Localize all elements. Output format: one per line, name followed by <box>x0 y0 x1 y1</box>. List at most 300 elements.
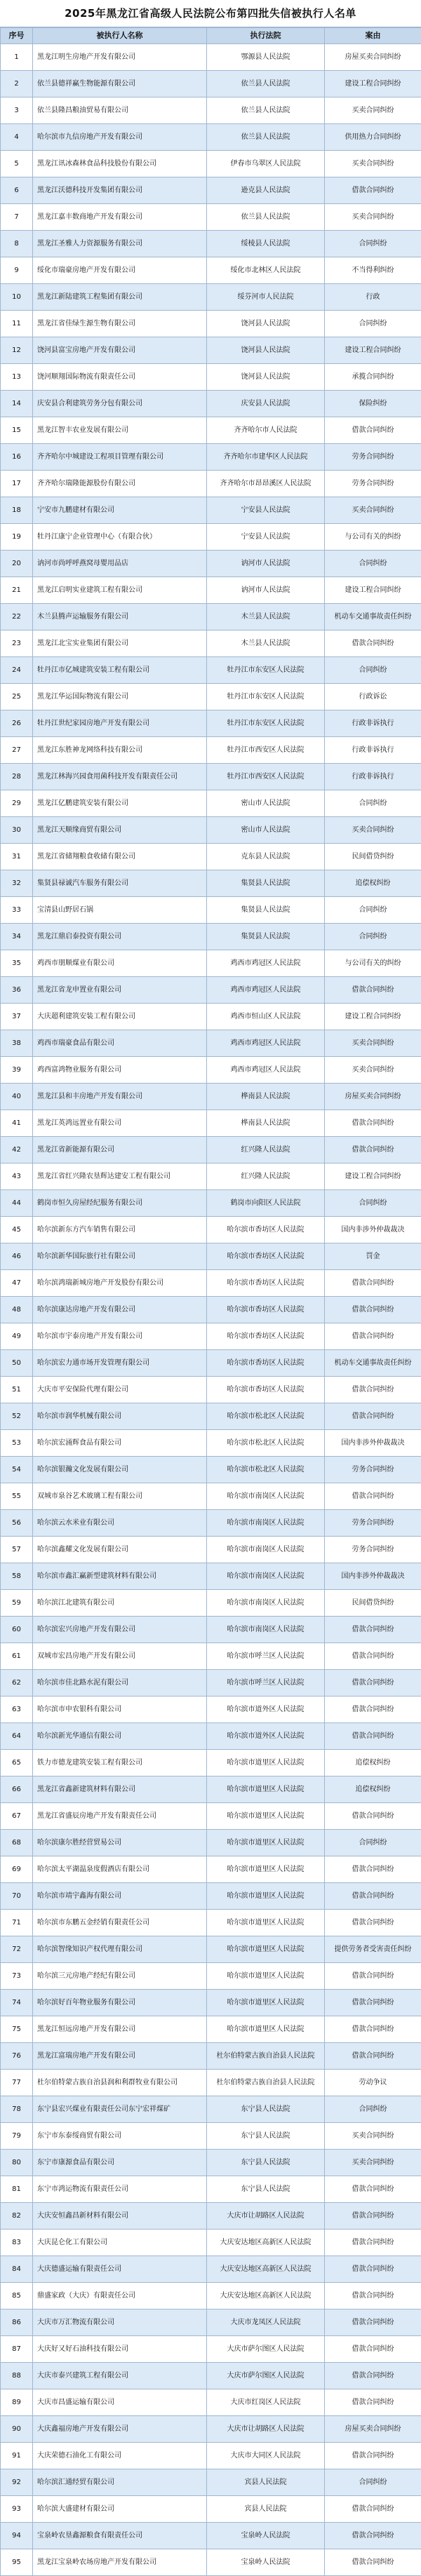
cell-index: 44 <box>1 1190 33 1217</box>
table-row <box>1 177 421 204</box>
cell-name: 哈尔滨市东鹏五金经销有限责任公司 <box>33 1910 207 1936</box>
cell-name: 黑龙江省佳绿生源生物有限公司 <box>33 311 207 337</box>
table-row <box>1 2070 421 2096</box>
cell-case: 借款合同纠纷 <box>325 2336 421 2363</box>
cell-case: 合同纠纷 <box>325 2469 421 2496</box>
cell-court: 鄂源县人民法院 <box>207 44 325 71</box>
cell-case: 买卖合同纠纷 <box>325 497 421 524</box>
cell-case: 民间借贷纠纷 <box>325 844 421 870</box>
cell-court: 宝泉岭人民法院 <box>207 2523 325 2549</box>
cell-name: 大庆市平安保险代理有限公司 <box>33 1377 207 1403</box>
cell-case: 合同纠纷 <box>325 924 421 950</box>
table-row <box>1 417 421 444</box>
cell-case: 借款合同纠纷 <box>325 2016 421 2043</box>
cell-name: 大庆超利建筑安装工程有限公司 <box>33 1004 207 1030</box>
table-row <box>1 737 421 764</box>
cell-index: 80 <box>1 2150 33 2176</box>
cell-name: 大庆荣德石油化工有限公司 <box>33 2443 207 2469</box>
cell-case: 借款合同纠纷 <box>325 1643 421 1670</box>
table-row <box>1 844 421 870</box>
cell-name: 哈尔滨市靖宇鑫海有限公司 <box>33 1883 207 1910</box>
cell-name: 黑龙江天顺缘商贸有限公司 <box>33 817 207 844</box>
cell-court: 杜尔伯特蒙古族自治县人民法院 <box>207 2043 325 2070</box>
cell-name: 牡丹江市亿城建筑安装工程有限公司 <box>33 657 207 684</box>
table-row <box>1 1297 421 1323</box>
cell-court: 红兴隆人民法院 <box>207 1164 325 1190</box>
cell-name: 东宁市康源食品有限公司 <box>33 2150 207 2176</box>
table-row <box>1 924 421 950</box>
cell-index: 14 <box>1 391 33 417</box>
table-row <box>1 551 421 577</box>
cell-name: 齐齐哈尔瑞隆能源股份有限公司 <box>33 471 207 497</box>
table-row <box>1 1243 421 1270</box>
cell-case: 劳务合同纠纷 <box>325 444 421 471</box>
table-row <box>1 124 421 151</box>
cell-name: 绥化市瑞豪房地产开发有限公司 <box>33 257 207 284</box>
cell-name: 大庆市泰兴建筑工程有限公司 <box>33 2363 207 2389</box>
table-row <box>1 2336 421 2363</box>
cell-case: 合同纠纷 <box>325 897 421 924</box>
cell-court: 哈尔滨市香坊区人民法院 <box>207 1297 325 1323</box>
cell-court: 哈尔滨市道里区人民法院 <box>207 1910 325 1936</box>
header-name: 被执行人名称 <box>33 28 207 44</box>
cell-index: 69 <box>1 1856 33 1883</box>
cell-court: 绥化市北林区人民法院 <box>207 257 325 284</box>
cell-court: 东宁县人民法院 <box>207 2176 325 2203</box>
header-index: 序号 <box>1 28 33 44</box>
cell-court: 伊春市乌翠区人民法院 <box>207 151 325 177</box>
cell-court: 哈尔滨市香坊区人民法院 <box>207 1270 325 1297</box>
cell-court: 哈尔滨市香坊区人民法院 <box>207 1350 325 1377</box>
cell-case: 国内非涉外仲裁裁决 <box>325 1563 421 1590</box>
cell-court: 庆安县人民法院 <box>207 391 325 417</box>
table-row <box>1 1057 421 1084</box>
table-row <box>1 1323 421 1350</box>
table-row <box>1 684 421 710</box>
cell-index: 79 <box>1 2123 33 2150</box>
cell-index: 8 <box>1 231 33 257</box>
cell-case: 借款合同纠纷 <box>325 630 421 657</box>
cell-court: 依兰县人民法院 <box>207 124 325 151</box>
cell-name: 黑龙江讯冰森林食品科技股份有限公司 <box>33 151 207 177</box>
table-row <box>1 1457 421 1483</box>
cell-index: 51 <box>1 1377 33 1403</box>
cell-name: 哈尔滨智缘知识产权代理有限公司 <box>33 1936 207 1963</box>
cell-name: 哈尔滨宏兴房地产开发有限公司 <box>33 1617 207 1643</box>
table-row <box>1 1350 421 1377</box>
cell-index: 83 <box>1 2230 33 2256</box>
cell-case: 供用热力合同纠纷 <box>325 124 421 151</box>
cell-name: 哈尔滨江北建筑有限公司 <box>33 1590 207 1617</box>
cell-index: 60 <box>1 1617 33 1643</box>
cell-index: 29 <box>1 790 33 817</box>
table-row <box>1 1403 421 1430</box>
table-row <box>1 444 421 471</box>
table-row <box>1 897 421 924</box>
cell-court: 哈尔滨市道里区人民法院 <box>207 1963 325 1990</box>
cell-index: 92 <box>1 2469 33 2496</box>
cell-name: 黑龙江林海兴园食用菌科技开发有限责任公司 <box>33 764 207 790</box>
cell-name: 哈尔滨新华国际旅行社有限公司 <box>33 1243 207 1270</box>
cell-court: 宝泉岭人民法院 <box>207 2549 325 2576</box>
cell-index: 4 <box>1 124 33 151</box>
table-row <box>1 2016 421 2043</box>
cell-court: 木兰县人民法院 <box>207 604 325 630</box>
cell-court: 集贤县人民法院 <box>207 924 325 950</box>
cell-case: 劳动争议 <box>325 2070 421 2096</box>
cell-case: 行政非诉执行 <box>325 764 421 790</box>
cell-name: 黑龙江省鑫新建筑材料有限公司 <box>33 1776 207 1803</box>
table-row <box>1 2496 421 2523</box>
cell-case: 借款合同纠纷 <box>325 1137 421 1164</box>
cell-index: 82 <box>1 2203 33 2230</box>
table-row <box>1 1697 421 1723</box>
cell-name: 黑龙江省龙申置业有限公司 <box>33 977 207 1004</box>
cell-court: 大庆安达地区高新区人民法院 <box>207 2256 325 2283</box>
cell-index: 57 <box>1 1537 33 1563</box>
cell-court: 哈尔滨市道里区人民法院 <box>207 1750 325 1776</box>
cell-name: 哈尔滨大盛建材有限公司 <box>33 2496 207 2523</box>
table-row <box>1 2443 421 2469</box>
table-row <box>1 231 421 257</box>
cell-index: 66 <box>1 1776 33 1803</box>
table-row <box>1 657 421 684</box>
table-row <box>1 2230 421 2256</box>
table-row <box>1 1110 421 1137</box>
table-row <box>1 977 421 1004</box>
cell-case: 借款合同纠纷 <box>325 1483 421 1510</box>
cell-court: 宁安县人民法院 <box>207 497 325 524</box>
cell-name: 双城市泉谷艺术玻璃工程有限公司 <box>33 1483 207 1510</box>
cell-court: 齐齐哈尔市人民法院 <box>207 417 325 444</box>
table-row <box>1 337 421 364</box>
cell-court: 鸡西市恒山区人民法院 <box>207 1004 325 1030</box>
cell-name: 黑龙江圣雅人力资源服务有限公司 <box>33 231 207 257</box>
cell-name: 大庆昆仑化工有限公司 <box>33 2230 207 2256</box>
cell-case: 借款合同纠纷 <box>325 1990 421 2016</box>
cell-name: 哈尔滨新东方汽车销售有限公司 <box>33 1217 207 1243</box>
cell-case: 承揽合同纠纷 <box>325 364 421 391</box>
cell-index: 30 <box>1 817 33 844</box>
cell-name: 大庆好又好石油科技有限公司 <box>33 2336 207 2363</box>
cell-case: 房屋买卖合同纠纷 <box>325 2416 421 2443</box>
cell-name: 黑龙江县和丰房地产开发有限公司 <box>33 1084 207 1110</box>
cell-case: 劳务合同纠纷 <box>325 1537 421 1563</box>
table-row <box>1 1936 421 1963</box>
cell-court: 大庆安达地区高新区人民法院 <box>207 2230 325 2256</box>
table-row <box>1 1537 421 1563</box>
table-row <box>1 1723 421 1750</box>
table-row <box>1 364 421 391</box>
cell-court: 大庆市龙凤区人民法院 <box>207 2309 325 2336</box>
cell-index: 48 <box>1 1297 33 1323</box>
cell-index: 13 <box>1 364 33 391</box>
cell-index: 40 <box>1 1084 33 1110</box>
cell-index: 3 <box>1 97 33 124</box>
cell-name: 黑龙江宝泉岭农场房地产开发有限公司 <box>33 2549 207 2576</box>
cell-court: 哈尔滨市松北区人民法院 <box>207 1403 325 1430</box>
cell-index: 21 <box>1 577 33 604</box>
cell-name: 饶河顺翔国际物流有限责任公司 <box>33 364 207 391</box>
cell-name: 大庆市万汇物流有限公司 <box>33 2309 207 2336</box>
cell-index: 50 <box>1 1350 33 1377</box>
cell-name: 黑龙江恒远房地产开发有限公司 <box>33 2016 207 2043</box>
cell-case: 借款合同纠纷 <box>325 2230 421 2256</box>
cell-index: 49 <box>1 1323 33 1350</box>
cell-case: 买卖合同纠纷 <box>325 817 421 844</box>
cell-case: 借款合同纠纷 <box>325 2523 421 2549</box>
cell-case: 借款合同纠纷 <box>325 1883 421 1910</box>
cell-name: 哈尔滨市润华机械有限公司 <box>33 1403 207 1430</box>
table-row <box>1 1483 421 1510</box>
cell-name: 黑龙江省储翔粮食收储有限公司 <box>33 844 207 870</box>
table-row <box>1 2363 421 2389</box>
cell-index: 10 <box>1 284 33 311</box>
cell-index: 81 <box>1 2176 33 2203</box>
cell-index: 58 <box>1 1563 33 1590</box>
table-row <box>1 1190 421 1217</box>
cell-index: 32 <box>1 870 33 897</box>
cell-court: 鸡西市鸡冠区人民法院 <box>207 1030 325 1057</box>
table-row <box>1 1510 421 1537</box>
cell-court: 哈尔滨市南岗区人民法院 <box>207 1617 325 1643</box>
cell-case: 建设工程合同纠纷 <box>325 1164 421 1190</box>
cell-case: 合同纠纷 <box>325 551 421 577</box>
table-row <box>1 1830 421 1856</box>
cell-name: 哈尔滨市佳北路水泥有限公司 <box>33 1670 207 1697</box>
cell-court: 哈尔滨市呼兰区人民法院 <box>207 1643 325 1670</box>
cell-index: 77 <box>1 2070 33 2096</box>
cell-index: 25 <box>1 684 33 710</box>
table-row <box>1 1643 421 1670</box>
cell-court: 逊克县人民法院 <box>207 177 325 204</box>
cell-name: 哈尔滨市申农银科有限公司 <box>33 1697 207 1723</box>
header-case: 案由 <box>325 28 421 44</box>
cell-name: 哈尔滨市宇泰房地产开发有限公司 <box>33 1323 207 1350</box>
cell-index: 59 <box>1 1590 33 1617</box>
cell-court: 宾县人民法院 <box>207 2496 325 2523</box>
cell-index: 52 <box>1 1403 33 1430</box>
cell-name: 饶河县富宝房地产开发有限公司 <box>33 337 207 364</box>
cell-index: 93 <box>1 2496 33 2523</box>
cell-name: 黑龙江鼎启泰投资有限公司 <box>33 924 207 950</box>
cell-court: 哈尔滨市南岗区人民法院 <box>207 1537 325 1563</box>
cell-index: 72 <box>1 1936 33 1963</box>
cell-index: 20 <box>1 551 33 577</box>
table-row <box>1 1377 421 1403</box>
cell-court: 东宁县人民法院 <box>207 2123 325 2150</box>
cell-name: 哈尔滨市九信房地产开发有限公司 <box>33 124 207 151</box>
cell-court: 大庆市红岗区人民法院 <box>207 2389 325 2416</box>
table-row <box>1 577 421 604</box>
cell-index: 76 <box>1 2043 33 2070</box>
cell-name: 依兰县隆昌粮油贸易有限公司 <box>33 97 207 124</box>
cell-name: 黑龙江省盛辰房地产开发有限责任公司 <box>33 1803 207 1830</box>
cell-court: 齐齐哈尔市建华区人民法院 <box>207 444 325 471</box>
cell-index: 88 <box>1 2363 33 2389</box>
table-row <box>1 311 421 337</box>
cell-case: 借款合同纠纷 <box>325 1910 421 1936</box>
cell-court: 鸡西市鸡冠区人民法院 <box>207 977 325 1004</box>
table-row <box>1 2256 421 2283</box>
table-row <box>1 1164 421 1190</box>
cell-name: 讷河市尚呼呼燕窝母婴用品店 <box>33 551 207 577</box>
cell-case: 借款合同纠纷 <box>325 2549 421 2576</box>
cell-case: 借款合同纠纷 <box>325 1297 421 1323</box>
cell-index: 2 <box>1 71 33 97</box>
cell-case: 借款合同纠纷 <box>325 2389 421 2416</box>
cell-index: 11 <box>1 311 33 337</box>
cell-case: 建设工程合同纠纷 <box>325 1004 421 1030</box>
cell-case: 借款合同纠纷 <box>325 2256 421 2283</box>
cell-index: 62 <box>1 1670 33 1697</box>
cell-case: 追偿权纠纷 <box>325 870 421 897</box>
cell-court: 哈尔滨市香坊区人民法院 <box>207 1377 325 1403</box>
cell-index: 74 <box>1 1990 33 2016</box>
cell-court: 桦南县人民法院 <box>207 1084 325 1110</box>
table-row <box>1 2096 421 2123</box>
cell-name: 哈尔滨太平湖温泉度假酒店有限公司 <box>33 1856 207 1883</box>
cell-index: 39 <box>1 1057 33 1084</box>
cell-index: 64 <box>1 1723 33 1750</box>
cell-court: 桦南县人民法院 <box>207 1110 325 1137</box>
cell-index: 85 <box>1 2283 33 2309</box>
table-row <box>1 2389 421 2416</box>
cell-court: 哈尔滨市道里区人民法院 <box>207 1830 325 1856</box>
cell-court: 宁安县人民法院 <box>207 524 325 551</box>
cell-case: 买卖合同纠纷 <box>325 97 421 124</box>
cell-case: 建设工程合同纠纷 <box>325 337 421 364</box>
cell-case: 行政非诉执行 <box>325 737 421 764</box>
cell-name: 鸡西市朋顺煤业有限公司 <box>33 950 207 977</box>
cell-court: 哈尔滨市道里区人民法院 <box>207 1803 325 1830</box>
cell-name: 哈尔滨宏力通市场开发管理有限公司 <box>33 1350 207 1377</box>
cell-case: 国内非涉外仲裁裁决 <box>325 1217 421 1243</box>
cell-case: 借款合同纠纷 <box>325 2203 421 2230</box>
cell-court: 依兰县人民法院 <box>207 204 325 231</box>
cell-case: 借款合同纠纷 <box>325 1617 421 1643</box>
cell-court: 红兴隆人民法院 <box>207 1137 325 1164</box>
cell-case: 借款合同纠纷 <box>325 1697 421 1723</box>
table-row <box>1 151 421 177</box>
cell-name: 东宁市鸿运物流有限责任公司 <box>33 2176 207 2203</box>
document-title: 2025年黑龙江省高级人民法院公布第四批失信被执行人名单 <box>0 0 421 27</box>
cell-index: 47 <box>1 1270 33 1297</box>
cell-case: 借款合同纠纷 <box>325 1963 421 1990</box>
cell-index: 61 <box>1 1643 33 1670</box>
cell-court: 饶河县人民法院 <box>207 337 325 364</box>
cell-index: 26 <box>1 710 33 737</box>
cell-index: 75 <box>1 2016 33 2043</box>
cell-name: 大庆德盛运输有限责任公司 <box>33 2256 207 2283</box>
table-row <box>1 1217 421 1243</box>
table-row <box>1 71 421 97</box>
cell-index: 35 <box>1 950 33 977</box>
cell-name: 黑龙江启明实业建筑工程有限公司 <box>33 577 207 604</box>
cell-case: 保险纠纷 <box>325 391 421 417</box>
cell-index: 42 <box>1 1137 33 1164</box>
cell-case: 劳务合同纠纷 <box>325 471 421 497</box>
cell-case: 房屋买卖合同纠纷 <box>325 44 421 71</box>
cell-case: 借款合同纠纷 <box>325 1323 421 1350</box>
cell-court: 大庆市萨尔图区人民法院 <box>207 2363 325 2389</box>
cell-court: 讷河市人民法院 <box>207 577 325 604</box>
cell-index: 67 <box>1 1803 33 1830</box>
cell-case: 借款合同纠纷 <box>325 2309 421 2336</box>
cell-index: 45 <box>1 1217 33 1243</box>
cell-case: 借款合同纠纷 <box>325 1403 421 1430</box>
cell-court: 牡丹江市东安区人民法院 <box>207 710 325 737</box>
cell-court: 哈尔滨市松北区人民法院 <box>207 1457 325 1483</box>
cell-court: 鹤岗市向阳区人民法院 <box>207 1190 325 1217</box>
table-row <box>1 870 421 897</box>
cell-court: 哈尔滨市南岗区人民法院 <box>207 1510 325 1537</box>
cell-court: 饶河县人民法院 <box>207 311 325 337</box>
cell-case: 罚金 <box>325 1243 421 1270</box>
cell-index: 22 <box>1 604 33 630</box>
cell-name: 哈尔滨鸿瑞新城房地产开发股份有限公司 <box>33 1270 207 1297</box>
cell-court: 讷河市人民法院 <box>207 551 325 577</box>
cell-court: 哈尔滨市呼兰区人民法院 <box>207 1670 325 1697</box>
cell-court: 依兰县人民法院 <box>207 97 325 124</box>
cell-name: 集贤县禄诚汽车服务有限公司 <box>33 870 207 897</box>
table-row <box>1 1270 421 1297</box>
cell-index: 18 <box>1 497 33 524</box>
cell-index: 90 <box>1 2416 33 2443</box>
cell-index: 27 <box>1 737 33 764</box>
cell-name: 哈尔滨宏涌辉食品有限公司 <box>33 1430 207 1457</box>
cell-name: 鹤岗市恒久房屋经纪服务有限公司 <box>33 1190 207 1217</box>
table-row <box>1 1750 421 1776</box>
cell-case: 行政 <box>325 284 421 311</box>
cell-name: 鸡西富鸿物业服务有限公司 <box>33 1057 207 1084</box>
cell-index: 78 <box>1 2096 33 2123</box>
cell-name: 黑龙江富瑞房地产开发有限公司 <box>33 2043 207 2070</box>
cell-case: 借款合同纠纷 <box>325 1270 421 1297</box>
cell-index: 24 <box>1 657 33 684</box>
table-row <box>1 2123 421 2150</box>
cell-name: 木兰县腾声运输服务有限公司 <box>33 604 207 630</box>
table-row <box>1 790 421 817</box>
cell-case: 买卖合同纠纷 <box>325 2150 421 2176</box>
cell-index: 55 <box>1 1483 33 1510</box>
cell-case: 提供劳务者受害责任纠纷 <box>325 1936 421 1963</box>
cell-name: 齐齐哈尔中城建设工程项目管理有限公司 <box>33 444 207 471</box>
table-row <box>1 204 421 231</box>
cell-court: 宾县人民法院 <box>207 2469 325 2496</box>
table-row <box>1 630 421 657</box>
cell-name: 东宁县宏兴煤业有限责任公司东宁宏祥煤矿 <box>33 2096 207 2123</box>
cell-court: 齐齐哈尔市昂昂溪区人民法院 <box>207 471 325 497</box>
table-row <box>1 1856 421 1883</box>
cell-case: 合同纠纷 <box>325 311 421 337</box>
table-row <box>1 1670 421 1697</box>
cell-court: 东宁县人民法院 <box>207 2150 325 2176</box>
cell-name: 牡丹江世纪家园房地产开发有限公司 <box>33 710 207 737</box>
cell-name: 哈尔滨汇通经贸有限公司 <box>33 2469 207 2496</box>
cell-case: 借款合同纠纷 <box>325 1723 421 1750</box>
cell-case: 买卖合同纠纷 <box>325 2123 421 2150</box>
cell-index: 19 <box>1 524 33 551</box>
cell-name: 哈尔滨银瀚文化发展有限公司 <box>33 1457 207 1483</box>
cell-index: 63 <box>1 1697 33 1723</box>
cell-court: 大庆市让胡路区人民法院 <box>207 2203 325 2230</box>
table-row <box>1 1617 421 1643</box>
header-court: 执行法院 <box>207 28 325 44</box>
cell-court: 牡丹江市东安区人民法院 <box>207 684 325 710</box>
cell-case: 建设工程合同纠纷 <box>325 71 421 97</box>
table-row <box>1 710 421 737</box>
